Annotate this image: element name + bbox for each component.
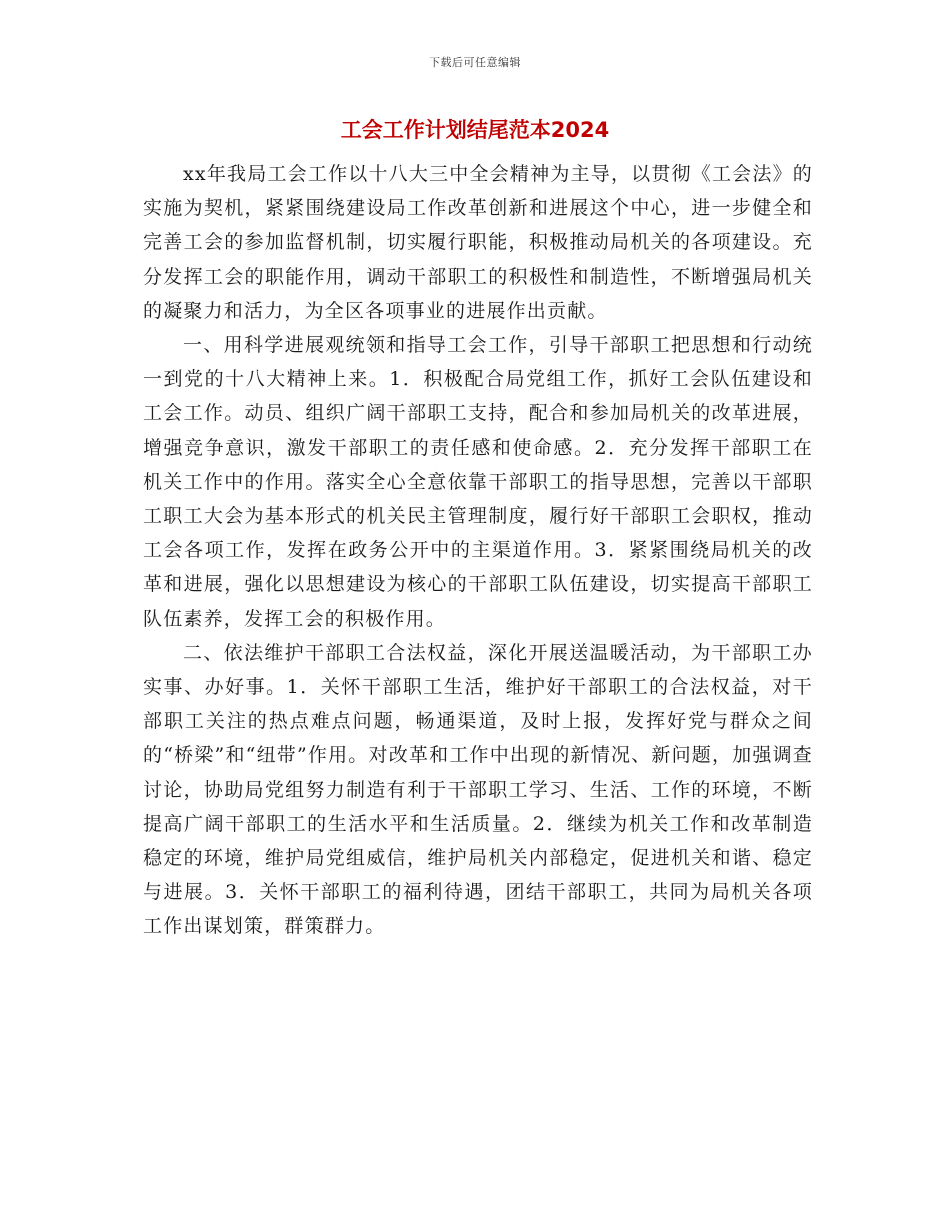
paragraph-section-one: 一、用科学进展观统领和指导工会工作，引导干部职工把思想和行动统一到党的十八大精神上来。1．积极配合局党组工作，抓好工会队伍建设和工会工作。动员、组织广阔干部职工支持，配合和参加局机关的改革进展，增强竞争意识，激发干部职工的责任感和使命感。2．充分发挥干部职工在机关工作中的作用。落实全心全意依靠干部职工的指导思想，完善以干部职工职工大会为基本形式的机关民主管理制度，履行好干部职工会职权，推动工会各项工作，发挥在政务公开中的主渠道作用。3．紧紧围绕局机关的改革和进展，强化以思想建设为核心的干部职工队伍建设，切实提高干部职工队伍素养，发挥工会的积极作用。: [143, 334, 813, 630]
document-body: [143, 157, 813, 944]
paragraph-section-two: 二、依法维护干部职工合法权益，深化开展送温暖活动，为干部职工办实事、办好事。1．关怀干部职工生活，维护好干部职工的合法权益，对干部职工关注的热点难点问题，畅通渠道，及时上报，发挥好党与群众之间的“桥梁”和“纽带”作用。对改革和工作中出现的新情况、新问题，加强调查讨论，协助局党组努力制造有利于干部职工学习、生活、工作的环境，不断提高广阔干部职工的生活水平和生活质量。2．继续为机关工作和改革制造稳定的环境，维护局党组威信，维护局机关内部稳定，促进机关和谐、稳定与进展。3．关怀干部职工的福利待遇，团结干部职工，共同为局机关各项工作出谋划策，群策群力。: [143, 641, 813, 938]
paragraph-intro: xx年我局工会工作以十八大三中全会精神为主导，以贯彻《工会法》的实施为契机，紧紧围绕建设局工作改革创新和进展这个中心，进一步健全和完善工会的参加监督机制，切实履行职能，积极推动局机关的各项建设。充分发挥工会的职能作用，调动干部职工的积极性和制造性，不断增强局机关的凝聚力和活力，为全区各项事业的进展作出贡献。: [143, 163, 813, 322]
header-note: 下载后可任意编辑: [429, 56, 521, 69]
document-title: 工会工作计划结尾范本2024: [340, 118, 610, 142]
